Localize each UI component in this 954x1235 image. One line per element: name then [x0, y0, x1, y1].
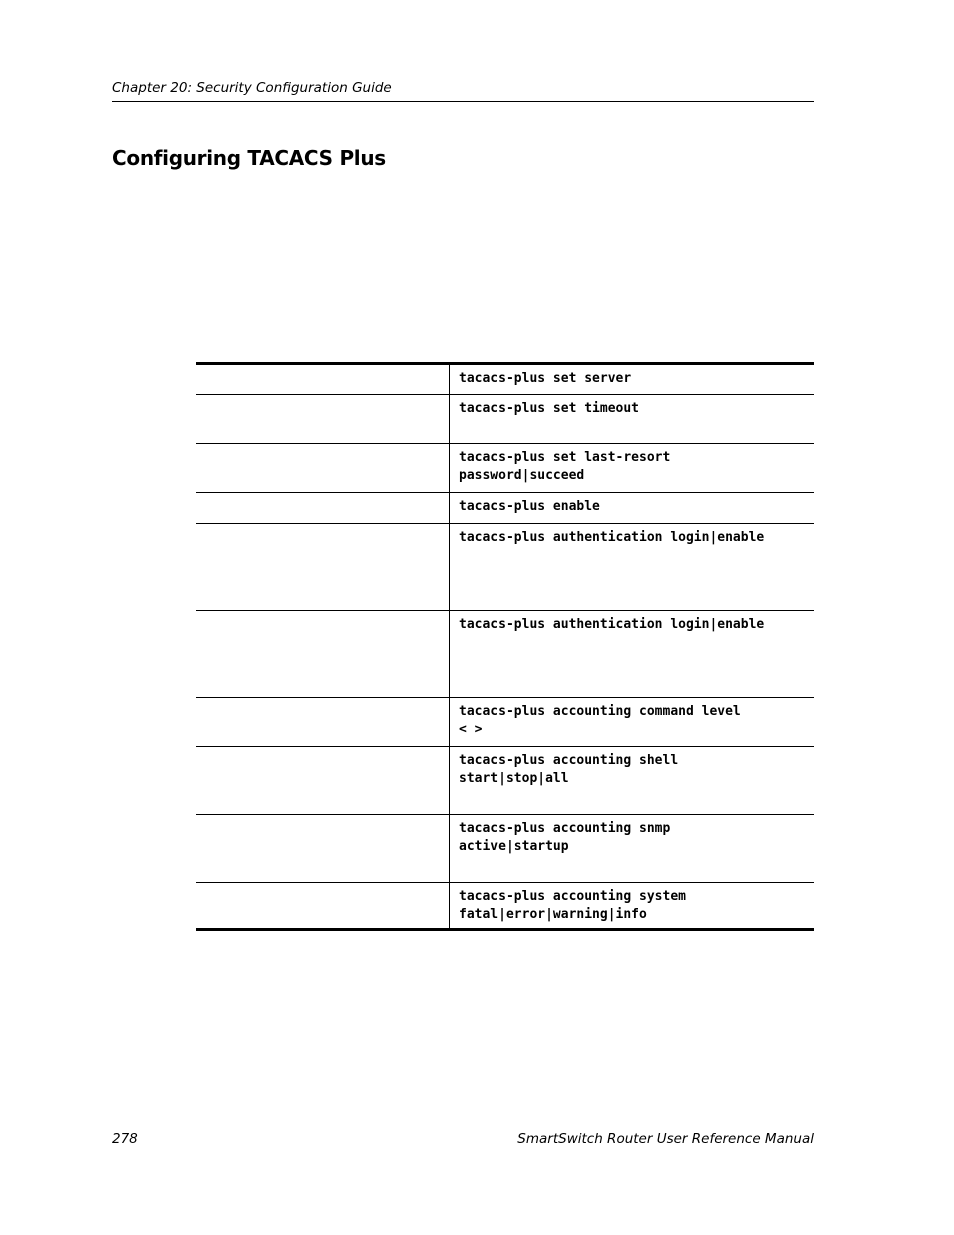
command-cell: tacacs-plus authentication login|enable	[450, 524, 815, 611]
table-row	[196, 524, 814, 611]
table-row	[196, 493, 814, 524]
description-cell	[196, 493, 450, 524]
description-cell	[196, 698, 450, 747]
table-row	[196, 747, 814, 815]
table-row	[196, 444, 814, 493]
command-cell: tacacs-plus enable	[450, 493, 815, 524]
section-title: Configuring TACACS Plus	[112, 146, 386, 170]
description-cell	[196, 883, 450, 930]
description-cell	[196, 364, 450, 395]
command-cell: tacacs-plus set last-resort password|succeed	[450, 444, 815, 493]
description-cell	[196, 444, 450, 493]
description-cell	[196, 524, 450, 611]
tacacs-command-table	[196, 362, 814, 931]
description-cell	[196, 747, 450, 815]
page-number: 278	[112, 1131, 138, 1147]
command-cell: tacacs-plus authentication login|enable	[450, 611, 815, 698]
command-cell: tacacs-plus accounting snmp active|startup	[450, 815, 815, 883]
table-row	[196, 698, 814, 747]
running-header	[112, 79, 814, 102]
command-cell: tacacs-plus set timeout	[450, 395, 815, 444]
table-row	[196, 395, 814, 444]
table-row	[196, 611, 814, 698]
command-cell: tacacs-plus accounting shell start|stop|all	[450, 747, 815, 815]
table-row	[196, 883, 814, 930]
table-row	[196, 815, 814, 883]
command-cell: tacacs-plus set server	[459, 371, 632, 386]
description-cell	[196, 815, 450, 883]
description-cell	[196, 611, 450, 698]
command-cell: tacacs-plus accounting command level < >	[450, 698, 815, 747]
manual-title: SmartSwitch Router User Reference Manual	[517, 1131, 814, 1147]
command-cell: tacacs-plus accounting system fatal|error|warning|info	[450, 883, 815, 930]
table-row	[196, 364, 814, 395]
chapter-title: Chapter 20: Security Configuration Guide	[112, 80, 392, 96]
description-cell	[196, 395, 450, 444]
